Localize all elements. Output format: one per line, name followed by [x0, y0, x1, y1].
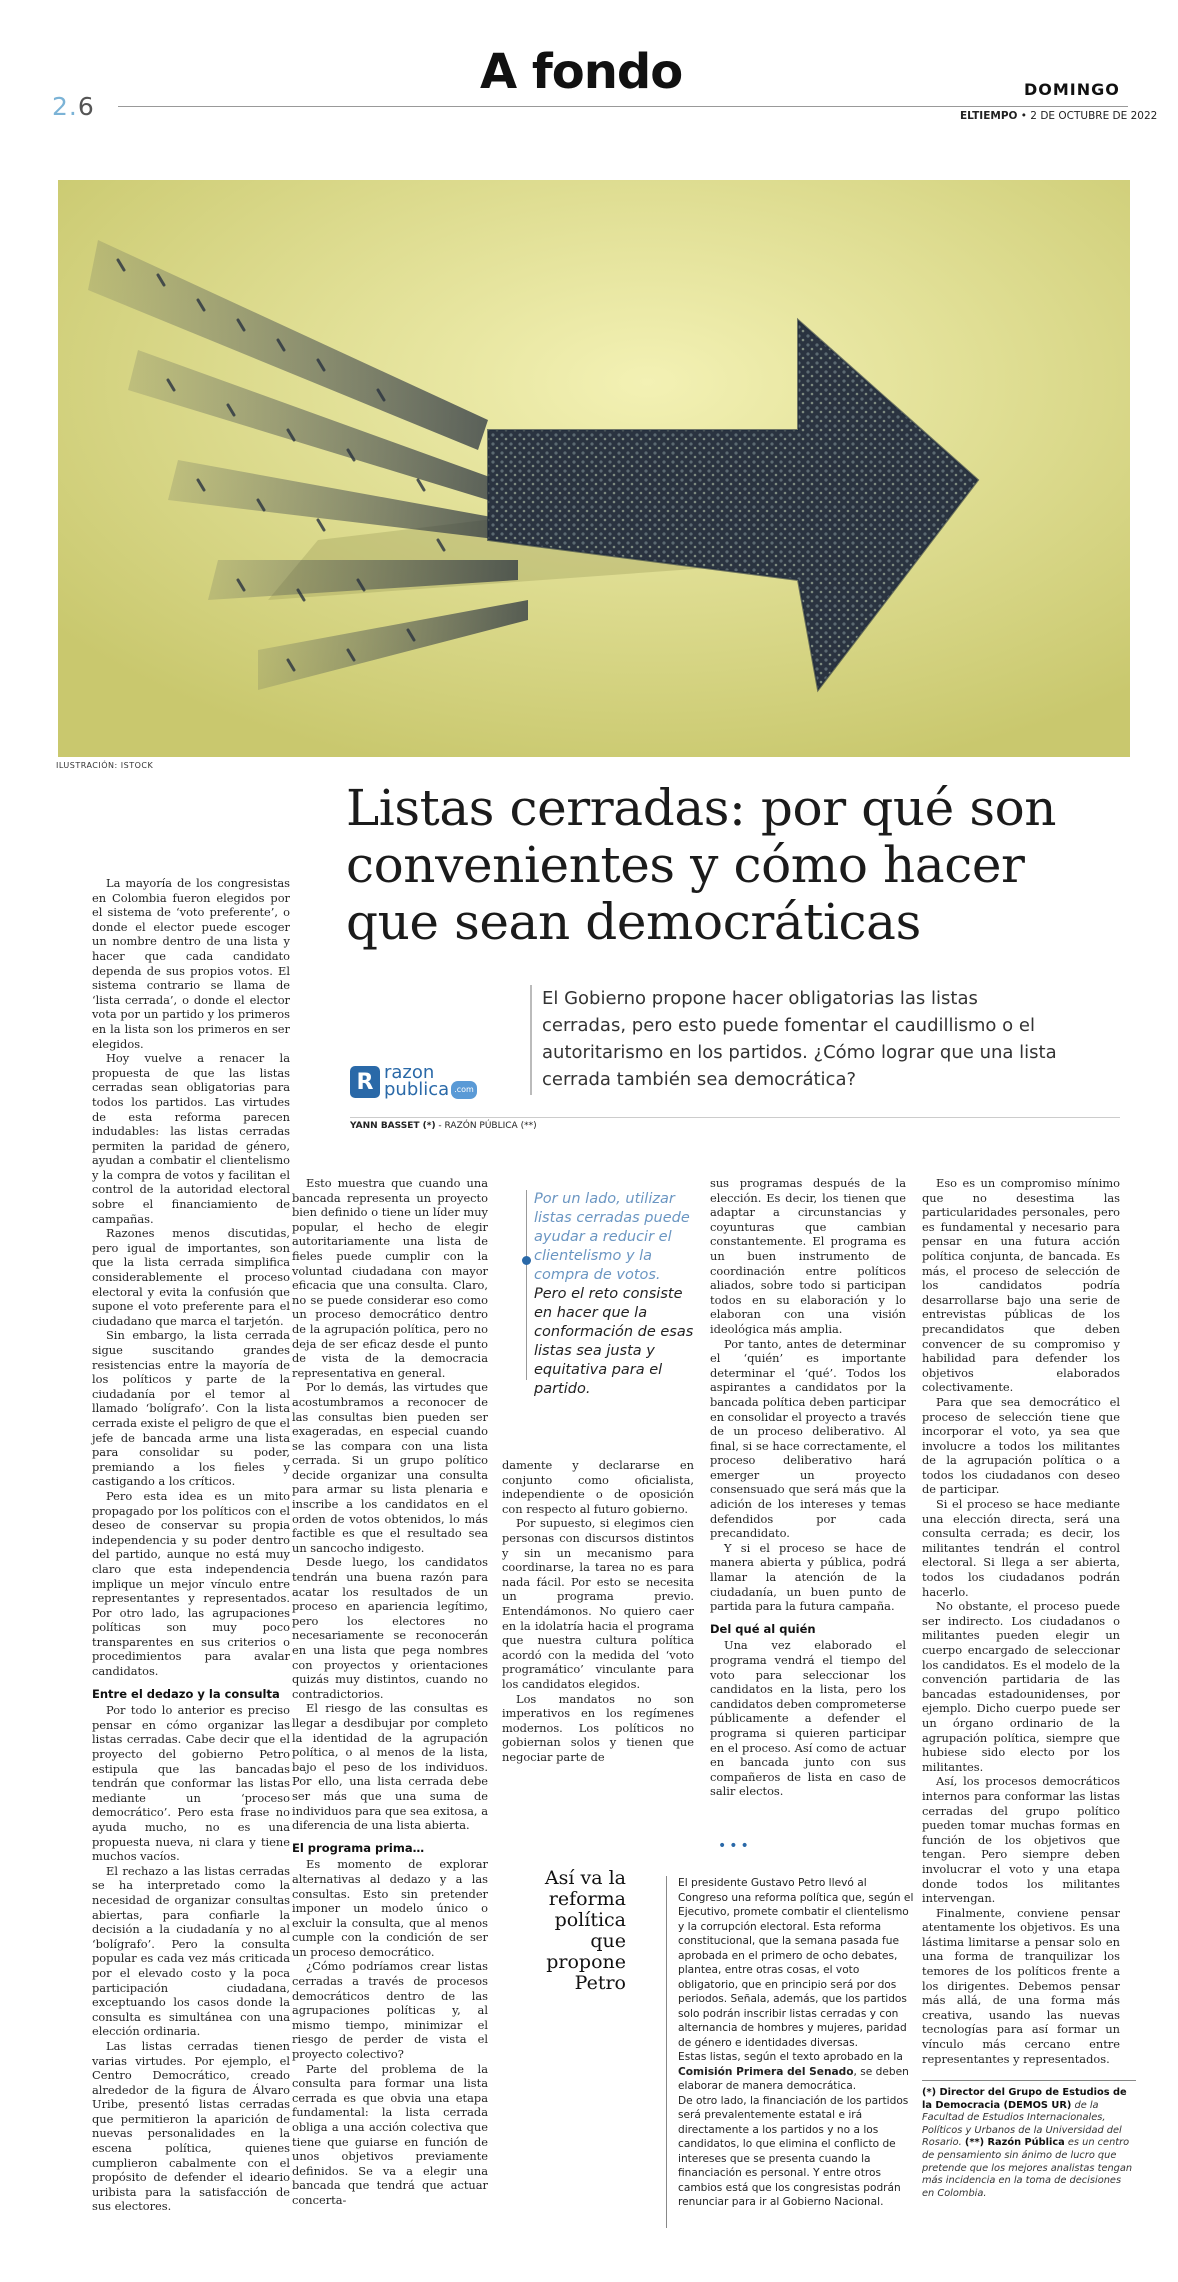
paragraph: La mayoría de los congresistas en Colombia fueron elegidos por el sistema de ‘voto preferente’, o donde el elector puede escoger un nombre dentro de una lista y hacer que cada candidato dependa de sus propios votos. El sistema contrario se llama de ‘lista cerrada’, o donde el elector vota por un partido y los primeros en la lista son los primeros en ser elegidos. [92, 876, 290, 1051]
author-footnotes [922, 2087, 1136, 2200]
byline [350, 1121, 537, 1131]
razon-publica-logo [350, 1063, 477, 1101]
page-number-prefix: 2. [52, 92, 78, 121]
sidebar-text-run: Estas listas, según el texto aprobado en la [678, 2051, 903, 2063]
pullquote-light: Por un lado, utilizar listas cerradas puede ayudar a reducir el clientelismo y la compra de votos. [534, 1191, 690, 1283]
footnote-1-text: de la Facultad de Estudios Internacionales, Políticos y Urbanos de la Universidad del Rosario. [922, 2099, 1122, 2149]
paragraph: Razones menos discutidas, pero igual de importantes, son que la lista cerrada simplifica considerablemente el proceso electoral y evita la confusión que supone el voto preferente para el ciudadano que marca el tarjetón. [92, 1226, 290, 1328]
logo-line-2: publica [384, 1079, 450, 1100]
dateline [960, 110, 1157, 122]
footnote-2-text: es un centro de pensamiento sin ánimo de lucro que pretende que los mejores analistas tengan más incidencia en la toma de decisiones en Colombia. [922, 2137, 1133, 2199]
hero-illustration [58, 180, 1130, 757]
pullquote [534, 1190, 694, 1399]
article-column-2 [292, 1176, 488, 2208]
paragraph: Es momento de explorar alternativas al dedazo y a las consultas. Esto sin pretender imponer un modelo único o excluir la consulta, que al menos cumple con la condición de ser un proceso democrático. [292, 1857, 488, 1959]
weekday: DOMINGO [1024, 80, 1120, 99]
paragraph: Eso es un compromiso mínimo que no desestima las particularidades personales, pero es fundamental y necesario para pensar en una futura acción política conjunta, de bancada. Es más, el proceso de selección de los candidatos podría desarrollarse bajo una serie de entrevistas públicas de los precandidatos que deben convencer de su compromiso y habilidad para defender los objetivos elaborados colectivamente. [922, 1176, 1120, 1395]
logo-wordmark [384, 1062, 477, 1100]
paragraph: Esto muestra que cuando una bancada representa un proyecto bien definido o tiene un líder muy popular, el hecho de elegir autoritariamente una lista de fieles puede cumplir con la voluntad ciudadana con mayor eficacia que una consulta. Claro, no se puede considerar eso como un proceso democrático dentro de la agrupación política, pero no deja de ser eficaz desde el punto de vista de la democracia representativa en general. [292, 1176, 488, 1380]
logo-badge: .com [451, 1081, 477, 1099]
paragraph: Una vez elaborado el programa vendrá el tiempo del voto para seleccionar los candidatos en la lista, pero los candidatos deben comprometerse públicamente a defender el programa si quieren participar en el proceso. Así como de actuar en bancada junto con sus compañeros de lista en caso de salir electos. [710, 1638, 906, 1799]
paragraph: sus programas después de la elección. Es decir, los tienen que adaptar a circunstancias y coyunturas que cambian constantemente. El programa es un buen instrumento de coordinación entre políticos aliados, sobre todo si participan todos en su elaboración y lo elaboran con una visión ideológica más amplia. [710, 1176, 906, 1336]
issue-date: • 2 DE OCTUBRE DE 2022 [1020, 110, 1158, 122]
illustration-credit: ILUSTRACIÓN: ISTOCK [56, 761, 154, 770]
author-name: YANN BASSET (*) [350, 1121, 436, 1131]
paragraph: Y si el proceso se hace de manera abierta y pública, podrá llamar la atención de la ciudadanía, un buen punto de partida para la futura campaña. [710, 1540, 906, 1614]
sidebar-box-title: Así va la reforma política que propone Petro [544, 1867, 626, 1994]
paragraph: Parte del problema de la consulta para formar una lista cerrada es que obvia una etapa fundamental: la lista cerrada obliga a una acción colectiva que tiene que guiarse en función de unos objetivos previamente definidos. Se va a elegir una bancada que tendrá que actuar concerta- [292, 2061, 488, 2207]
subheading: El programa prima… [292, 1840, 425, 1855]
masthead-rule [118, 106, 1128, 107]
logo-r-icon: R [350, 1066, 380, 1098]
sidebar-text-run: , se deben elaborar de manera democrática. [678, 2065, 909, 2092]
article-column-4 [710, 1176, 906, 1799]
pullquote-dark: Pero el reto consiste en hacer que la conformación de esas listas sea justa y equitativa para el partido. [534, 1286, 694, 1397]
sidebar-paragraph: El presidente Gustavo Petro llevó al Congreso una reforma política que, según el Ejecutivo, promete combatir el clientelismo y la corrupción electoral. Esta reforma constitucional, que la semana pasada fue aprobada en el primero de ocho debates, plantea, entre otras cosas, el voto obligatorio, que en principio será por dos periodos. Señala, además, que los partidos solo podrán inscribir listas cerradas y con alternancia de hombres y mujeres, paridad de género e identidades diversas. [678, 1877, 914, 2049]
paragraph: Por supuesto, si elegimos cien personas con discursos distintos y sin un mecanismo para coordinarse, la tarea no es para nada fácil. Por esto se necesita un programa previo. Entendámonos. No quiero caer en la idolatría hacia el programa que nuestra cultura política acordó con la medida del ‘voto programático’ vinculante para los candidatos elegidos. [502, 1516, 694, 1691]
article-deck: El Gobierno propone hacer obligatorias las listas cerradas, pero esto puede fomentar el caudillismo o el autoritarismo en los partidos. ¿Cómo lograr que una lista cerrada también sea democrática? [542, 988, 1057, 1090]
paragraph: No obstante, el proceso puede ser indirecto. Los ciudadanos o militantes pueden elegir un cuerpo encargado de seleccionar los candidatos. Es el modelo de la convención partidaria de las bancadas estadounidenses, por ejemplo. Dicho cuerpo puede ser un órgano ordinario de la agrupación política, siempre que hubiese sido electo por los militantes. [922, 1599, 1120, 1774]
paragraph: Desde luego, los candidatos tendrán una buena razón para acatar los resultados de un proceso en apariencia legítimo, pero los electores no necesariamente se reconocerán en una lista que pega nombres con proyectos y orientaciones quizás muy distintos, cuando no contradictorios. [292, 1555, 488, 1701]
footnote-2-lead: (**) Razón Pública [964, 2137, 1065, 2149]
paragraph: El rechazo a las listas cerradas se ha interpretado como la necesidad de organizar consultas abiertas, para confiarle la decisión a la ciudadanía y no al ‘bolígrafo’. Pero la consulta popular es cada vez más criticada por el elevado costo y la poca participación ciudadana, exceptuando los casos donde la consulta es simultánea con una elección ordinaria. [92, 1863, 290, 2039]
author-outlet: - RAZÓN PÚBLICA (**) [435, 1121, 537, 1131]
paragraph: Por tanto, antes de determinar el ‘quién’ es importante determinar el ‘qué’. Todos los aspirantes a candidatos por la bancada política deben participar en consolidar el proyecto a través de un proceso deliberativo. Al final, si se hace correctamente, el proceso deliberativo hará emerger un proyecto consensuado que será más que la adición de los intereses y temas defendidos por cada precandidato. [710, 1336, 906, 1541]
paragraph: Los mandatos no son imperativos en los regímenes modernos. Los políticos no gobiernan solos y tienen que negociar parte de [502, 1691, 694, 1764]
paragraph: Si el proceso se hace mediante una elección directa, será una consulta cerrada; es decir, los militantes tendrán el control electoral. Si llega a ser abierta, todos los ciudadanos podrán hacerlo. [922, 1497, 1120, 1599]
page-number [52, 92, 95, 121]
article-headline: Listas cerradas: por qué son convenientes y cómo hacer que sean democráticas [346, 779, 1057, 951]
sidebar-text-bold: Comisión Primera del Senado [678, 2065, 854, 2078]
paragraph: Por todo lo anterior es preciso pensar en cómo organizar las listas cerradas. Cabe decir que el proyecto del gobierno Petro estipula que las bancadas tendrán que conformar las listas mediante un ‘proceso democrático’. Pero esta frase no ayuda mucho, no es una propuesta nueva, ni clara y tiene muchos vacíos. [92, 1703, 290, 1864]
paragraph: ¿Cómo podríamos crear listas cerradas a través de procesos democráticos dentro de las agrupaciones políticas y, al mismo tiempo, minimizar el riesgo de perder de vista el proyecto colectivo? [292, 1959, 488, 2062]
section-title: A fondo [480, 44, 683, 100]
paragraph: Pero esta idea es un mito propagado por los políticos con el deseo de conservar su propia independencia y su poder dentro del partido, aunque no está muy claro que esta independencia implique un mejor vínculo entre representantes y representados. Por otro lado, las agrupaciones políticas son muy poco transparentes en sus criterios o procedimientos para avalar candidatos. [92, 1488, 290, 1679]
paragraph: Hoy vuelve a renacer la propuesta de que las listas cerradas sean obligatorias para todos los partidos. Las virtudes de esta reforma parecen indudables: las listas cerradas permiten la paridad de género, ayudan a combatir el clientelismo y la compra de votos y facilitan el control de la autoridad electoral sobre el financiamiento de campañas. [92, 1051, 290, 1226]
paragraph: damente y declararse en conjunto como oficialista, independiente o de oposición con respecto al futuro gobierno. [502, 1458, 694, 1516]
paragraph: Así, los procesos democráticos internos para conformar las listas cerradas del grupo político pueden tomar muchas formas en función de los objetivos que tengan. Pero siempre deben involucrar el voto y una etapa donde todos los militantes intervengan. [922, 1774, 1120, 1906]
paragraph: Sin embargo, la lista cerrada sigue suscitando grandes resistencias entre la mayoría de los políticos y parte de la ciudadanía por el temor al llamado ‘bolígrafo’. Con la lista cerrada existe el peligro de que el jefe de bancada arme una lista para consolidar su poder, premiando a los fieles y castigando a los críticos. [92, 1328, 290, 1489]
paragraph: Para que sea democrático el proceso de selección tiene que incorporar el voto, ya sea que involucre a todos los militantes de la agrupación política o a todos los ciudadanos con deseo de participar. [922, 1394, 1120, 1497]
footnote-1-lead: (*) Director del Grupo de Estudios de la Democracia (DEMOS UR) [922, 2087, 1127, 2111]
subheading: Entre el dedazo y la consulta [92, 1686, 280, 1701]
paragraph: Finalmente, conviene pensar atentamente los objetivos. Es una lástima limitarse a pensar solo en una forma de tranquilizar los temores de los políticos frente a los dirigentes. Debemos pensar más allá, de una forma más creativa, usando las nuevas tecnologías para así formar un vínculo más cercano entre representantes y representados. [922, 1905, 1120, 2066]
article-column-3 [502, 1458, 694, 1764]
sidebar-paragraph: De otro lado, la financiación de los partidos será prevalentemente estatal e irá directamente a los partidos y no a los candidatos, lo que elimina el conflicto de intereses que se presenta cuando la financiación es personal. Y entre otros cambios está que los congresistas podrán renunciar para ir al Gobierno Nacional. [678, 2094, 909, 2208]
paragraph: El riesgo de las consultas es llegar a desdibujar por completo la identidad de la agrupación política, o al menos de la lista, bajo el peso de los individuos. Por ello, una lista cerrada debe ser más que una suma de individuos para que sea exitosa, a diferencia de una lista abierta. [292, 1701, 488, 1833]
arrow-crowd-graphic [58, 180, 1130, 757]
paragraph: Las listas cerradas tienen varias virtudes. Por ejemplo, el Centro Democrático, creado alrededor de la figura de Álvaro Uribe, presentó listas cerradas que permitieron la aparición de nuevas personalidades en la escena política, quienes cumplieron cabalmente con el propósito de defender el ideario uribista para la satisfacción de sus electores. [92, 2038, 290, 2214]
article-column-1 [92, 876, 290, 2214]
pullquote-rule [526, 1190, 527, 1380]
sidebar-box-text [678, 1876, 918, 2210]
sidebar-paragraph [678, 2050, 918, 2094]
paper-name: ELTIEMPO [960, 110, 1018, 122]
logo-line-1: razon [384, 1062, 435, 1083]
sidebar-box-rule [666, 1876, 667, 2228]
article-column-5 [922, 1176, 1120, 2066]
separator-dots-icon: ••• [718, 1838, 752, 1854]
footnotes-rule [922, 2080, 1136, 2081]
pullquote-dot-icon [522, 1256, 531, 1265]
page-number-suffix: 6 [77, 92, 95, 121]
paragraph: Por lo demás, las virtudes que acostumbramos a reconocer de las consultas bien pueden ser exageradas, en especial cuando se las compara con una lista cerrada. Si un grupo político decide organizar una consulta para armar su lista plenaria e inscribe a los candidatos en el orden de votos obtenidos, lo más factible es que el resultado sea un sancocho indigesto. [292, 1380, 488, 1555]
subheading: Del qué al quién [710, 1621, 816, 1636]
deck-rule [530, 985, 532, 1095]
byline-rule [350, 1117, 1120, 1118]
